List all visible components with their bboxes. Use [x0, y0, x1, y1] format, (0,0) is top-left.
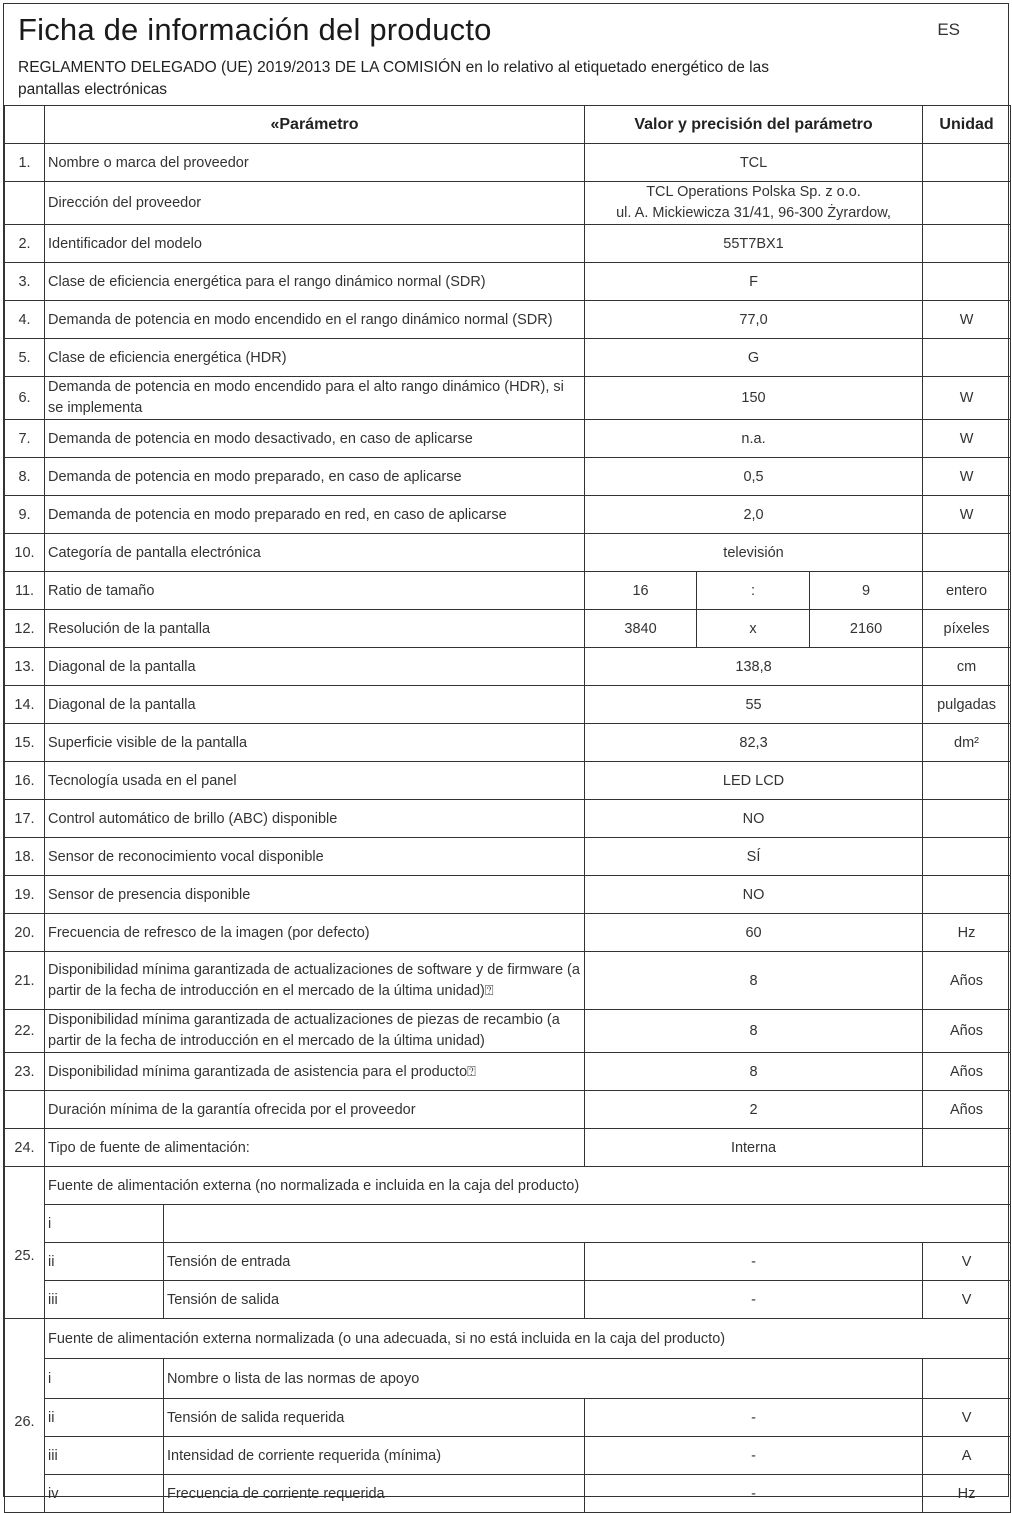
sub-index: iv	[45, 1475, 164, 1513]
row-number: 10.	[5, 534, 45, 572]
row-number: 5.	[5, 339, 45, 377]
table-row	[5, 534, 1011, 572]
table-row	[5, 686, 1011, 724]
value-cell: Interna	[585, 1129, 923, 1167]
table-row	[5, 496, 1011, 534]
unit-cell	[923, 339, 1011, 377]
table-row	[5, 610, 1011, 648]
sub-label: Tensión de salida requerida	[164, 1399, 585, 1437]
parameter-cell: Clase de eficiencia energética (HDR)	[45, 339, 585, 377]
sub-index: ii	[45, 1399, 164, 1437]
unit-cell: entero	[923, 572, 1011, 610]
unit-cell	[923, 1129, 1011, 1167]
value-cell: -	[585, 1437, 923, 1475]
value-cell: F	[585, 263, 923, 301]
table-row	[5, 1091, 1011, 1129]
value-separator: x	[697, 610, 810, 648]
value-cell: -	[585, 1243, 923, 1281]
table-row	[5, 1053, 1011, 1091]
parameter-cell: Disponibilidad mínima garantizada de actualizaciones de software y de firmware (a partir de la fecha de introducción en el mercado de la última unidad)⍰	[45, 952, 585, 1010]
row-number: 22.	[5, 1010, 45, 1053]
value-cell: 8	[585, 1010, 923, 1053]
parameter-cell: Superficie visible de la pantalla	[45, 724, 585, 762]
parameter-cell: Demanda de potencia en modo preparado, en caso de aplicarse	[45, 458, 585, 496]
table-row	[5, 144, 1011, 182]
unit-cell: dm²	[923, 724, 1011, 762]
parameter-cell: Frecuencia de refresco de la imagen (por defecto)	[45, 914, 585, 952]
table-row	[5, 838, 1011, 876]
table-row	[5, 458, 1011, 496]
unit-cell: W	[923, 496, 1011, 534]
table-row	[5, 1129, 1011, 1167]
table-header-row	[5, 106, 1011, 144]
row-number: 7.	[5, 420, 45, 458]
value-cell: 2,0	[585, 496, 923, 534]
parameter-cell: Sensor de presencia disponible	[45, 876, 585, 914]
sub-label: Nombre o lista de las normas de apoyo	[164, 1359, 923, 1399]
unit-cell: Hz	[923, 914, 1011, 952]
value-cell: 2	[585, 1091, 923, 1129]
unit-cell: W	[923, 420, 1011, 458]
parameter-cell: Diagonal de la pantalla	[45, 686, 585, 724]
sub-label	[164, 1205, 1011, 1243]
parameter-cell: Demanda de potencia en modo encendido para el alto rango dinámico (HDR), si se implementa	[45, 377, 585, 420]
row-number: 16.	[5, 762, 45, 800]
row-number: 23.	[5, 1053, 45, 1091]
section-25-subrow	[5, 1281, 1011, 1319]
unit-cell	[923, 1359, 1011, 1399]
sheet-header	[4, 4, 1010, 105]
row-number	[5, 1091, 45, 1129]
unit-cell	[923, 144, 1011, 182]
parameter-cell: Duración mínima de la garantía ofrecida por el proveedor	[45, 1091, 585, 1129]
parameter-cell: Demanda de potencia en modo desactivado, en caso de aplicarse	[45, 420, 585, 458]
value-cell: SÍ	[585, 838, 923, 876]
row-number: 25.	[5, 1167, 45, 1319]
table-row	[5, 800, 1011, 838]
section-26-subrow	[5, 1475, 1011, 1513]
value-cell: 60	[585, 914, 923, 952]
table-row	[5, 914, 1011, 952]
unit-cell	[923, 876, 1011, 914]
table-row	[5, 225, 1011, 263]
value-cell: 138,8	[585, 648, 923, 686]
section-title: Fuente de alimentación externa (no normalizada e incluida en la caja del producto)	[45, 1167, 1011, 1205]
table-row	[5, 339, 1011, 377]
value-cell: 77,0	[585, 301, 923, 339]
unit-cell: píxeles	[923, 610, 1011, 648]
value-cell: n.a.	[585, 420, 923, 458]
sub-index: i	[45, 1205, 164, 1243]
row-number: 11.	[5, 572, 45, 610]
table-row	[5, 301, 1011, 339]
section-25-subrow	[5, 1243, 1011, 1281]
section-26-subrow	[5, 1399, 1011, 1437]
parameter-cell: Resolución de la pantalla	[45, 610, 585, 648]
parameter-cell: Categoría de pantalla electrónica	[45, 534, 585, 572]
value-cell-a: 3840	[585, 610, 697, 648]
row-number: 13.	[5, 648, 45, 686]
unit-cell	[923, 225, 1011, 263]
row-number: 9.	[5, 496, 45, 534]
table-row	[5, 420, 1011, 458]
unit-cell: Años	[923, 952, 1011, 1010]
parameter-cell: Dirección del proveedor	[45, 182, 585, 225]
table-row	[5, 263, 1011, 301]
parameter-table	[4, 105, 1011, 1513]
unit-column-header: Unidad	[923, 106, 1011, 144]
value-cell: -	[585, 1475, 923, 1513]
unit-cell: Años	[923, 1053, 1011, 1091]
parameter-cell: Tipo de fuente de alimentación:	[45, 1129, 585, 1167]
row-number: 19.	[5, 876, 45, 914]
parameter-cell: Disponibilidad mínima garantizada de actualizaciones de piezas de recambio (a partir de la fecha de introducción en el mercado de la última unidad)	[45, 1010, 585, 1053]
unit-cell: V	[923, 1399, 1011, 1437]
table-row	[5, 724, 1011, 762]
table-row	[5, 572, 1011, 610]
table-row	[5, 648, 1011, 686]
row-number: 26.	[5, 1319, 45, 1513]
unit-cell: V	[923, 1281, 1011, 1319]
section-title: Fuente de alimentación externa normalizada (o una adecuada, si no está incluida en la caja del producto)	[45, 1319, 1011, 1359]
unit-cell: cm	[923, 648, 1011, 686]
product-information-sheet	[3, 3, 1009, 1502]
value-cell: 150	[585, 377, 923, 420]
unit-cell: A	[923, 1437, 1011, 1475]
value-cell	[585, 182, 923, 225]
sub-index: iii	[45, 1437, 164, 1475]
sub-index: i	[45, 1359, 164, 1399]
value-cell: 8	[585, 1053, 923, 1091]
parameter-cell: Identificador del modelo	[45, 225, 585, 263]
value-cell: 55T7BX1	[585, 225, 923, 263]
table-row	[5, 952, 1011, 1010]
section-26-subrow	[5, 1437, 1011, 1475]
unit-cell: Años	[923, 1010, 1011, 1053]
sub-index: iii	[45, 1281, 164, 1319]
parameter-cell: Clase de eficiencia energética para el rango dinámico normal (SDR)	[45, 263, 585, 301]
value-cell: 55	[585, 686, 923, 724]
unit-cell: W	[923, 458, 1011, 496]
value-cell: TCL	[585, 144, 923, 182]
row-number: 8.	[5, 458, 45, 496]
unit-cell	[923, 182, 1011, 225]
table-row	[5, 182, 1011, 225]
row-number: 2.	[5, 225, 45, 263]
parameter-cell: Demanda de potencia en modo preparado en red, en caso de aplicarse	[45, 496, 585, 534]
unit-cell	[923, 838, 1011, 876]
parameter-cell: Sensor de reconocimiento vocal disponible	[45, 838, 585, 876]
unit-cell: V	[923, 1243, 1011, 1281]
value-cell: 8	[585, 952, 923, 1010]
unit-cell	[923, 534, 1011, 572]
parameter-cell: Diagonal de la pantalla	[45, 648, 585, 686]
row-number: 4.	[5, 301, 45, 339]
parameter-cell: Control automático de brillo (ABC) disponible	[45, 800, 585, 838]
value-column-header: Valor y precisión del parámetro	[585, 106, 923, 144]
value-cell: NO	[585, 800, 923, 838]
number-column-header	[5, 106, 45, 144]
address-line-1: TCL Operations Polska Sp. z o.o.	[646, 184, 861, 200]
value-cell-b: 9	[810, 572, 923, 610]
parameter-cell: Ratio de tamaño	[45, 572, 585, 610]
parameter-cell: Demanda de potencia en modo encendido en el rango dinámico normal (SDR)	[45, 301, 585, 339]
row-number: 21.	[5, 952, 45, 1010]
value-separator: :	[697, 572, 810, 610]
value-cell: G	[585, 339, 923, 377]
sub-label: Tensión de entrada	[164, 1243, 585, 1281]
section-25-subrow	[5, 1205, 1011, 1243]
address-line-2: ul. A. Mickiewicza 31/41, 96-300 Żyrardow,	[616, 205, 891, 221]
unit-cell	[923, 800, 1011, 838]
sub-label: Frecuencia de corriente requerida	[164, 1475, 585, 1513]
value-cell: 0,5	[585, 458, 923, 496]
value-cell-a: 16	[585, 572, 697, 610]
value-cell-b: 2160	[810, 610, 923, 648]
row-number: 15.	[5, 724, 45, 762]
table-row	[5, 377, 1011, 420]
row-number: 3.	[5, 263, 45, 301]
regulation-subtitle: REGLAMENTO DELEGADO (UE) 2019/2013 DE LA COMISIÓN en lo relativo al etiquetado energético de las pantallas electrónicas	[18, 59, 769, 98]
unit-cell: pulgadas	[923, 686, 1011, 724]
row-number	[5, 182, 45, 225]
sub-label: Intensidad de corriente requerida (mínima)	[164, 1437, 585, 1475]
unit-cell: Años	[923, 1091, 1011, 1129]
value-cell: 82,3	[585, 724, 923, 762]
row-number: 14.	[5, 686, 45, 724]
parameter-cell: Disponibilidad mínima garantizada de asistencia para el producto⍰	[45, 1053, 585, 1091]
value-cell: NO	[585, 876, 923, 914]
sub-index: ii	[45, 1243, 164, 1281]
row-number: 1.	[5, 144, 45, 182]
value-cell: -	[585, 1281, 923, 1319]
row-number: 18.	[5, 838, 45, 876]
table-row	[5, 876, 1011, 914]
row-number: 24.	[5, 1129, 45, 1167]
parameter-cell: Nombre o marca del proveedor	[45, 144, 585, 182]
sub-label: Tensión de salida	[164, 1281, 585, 1319]
parameter-column-header: «Parámetro	[45, 106, 585, 144]
value-cell: televisión	[585, 534, 923, 572]
row-number: 17.	[5, 800, 45, 838]
value-cell: LED LCD	[585, 762, 923, 800]
unit-cell	[923, 263, 1011, 301]
value-cell: -	[585, 1399, 923, 1437]
table-row	[5, 1010, 1011, 1053]
unit-cell: W	[923, 301, 1011, 339]
section-25-title-row	[5, 1167, 1011, 1205]
section-26-title-row	[5, 1319, 1011, 1359]
page-title: Ficha de información del producto	[18, 12, 492, 47]
table-row	[5, 762, 1011, 800]
unit-cell: Hz	[923, 1475, 1011, 1513]
section-26-subrow	[5, 1359, 1011, 1399]
parameter-cell: Tecnología usada en el panel	[45, 762, 585, 800]
row-number: 12.	[5, 610, 45, 648]
unit-cell	[923, 762, 1011, 800]
row-number: 6.	[5, 377, 45, 420]
unit-cell: W	[923, 377, 1011, 420]
row-number: 20.	[5, 914, 45, 952]
language-code: ES	[937, 20, 960, 39]
